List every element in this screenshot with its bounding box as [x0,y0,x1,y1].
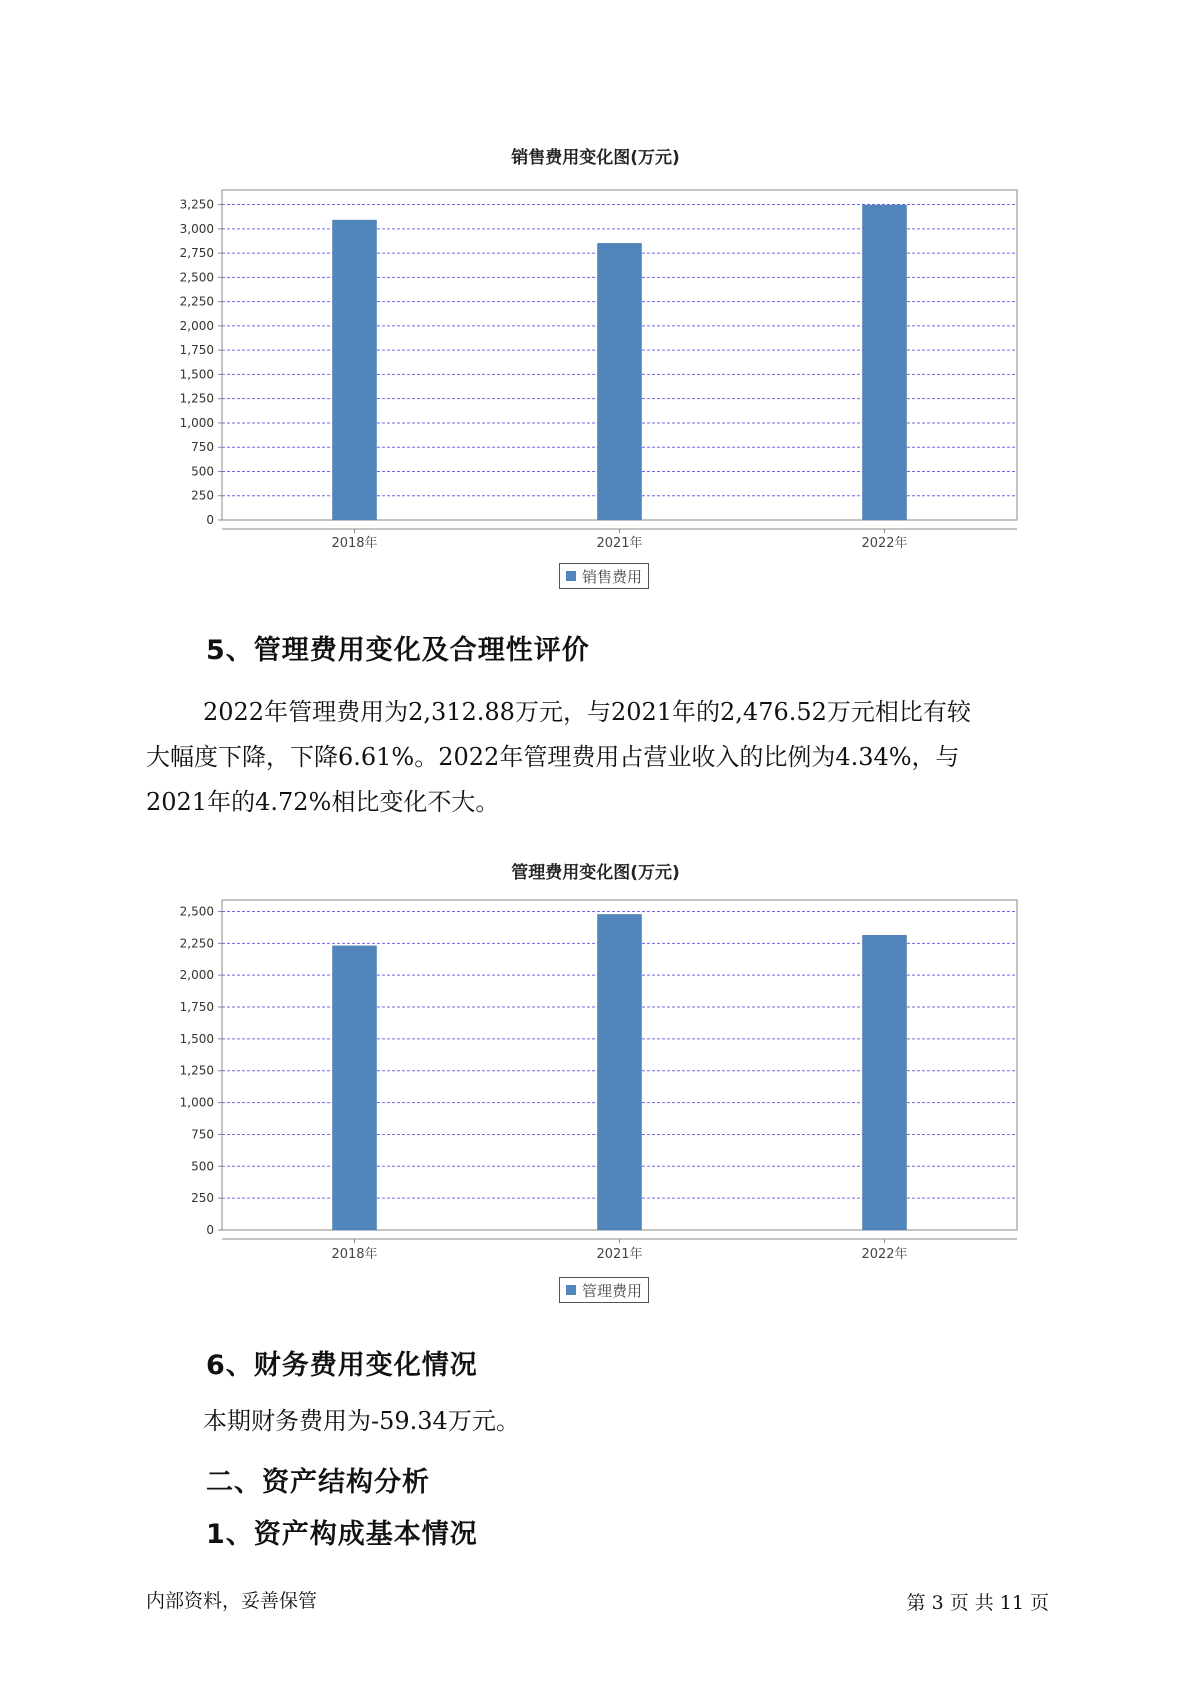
y-tick-label: 2,250 [179,294,214,309]
y-tick-label: 1,750 [179,1000,214,1015]
chart1-sales-expense [0,180,1191,551]
y-tick-label: 2,000 [179,968,214,983]
chart2-legend-label: 管理费用 [582,1281,643,1300]
y-tick-label: 250 [191,1191,214,1206]
y-tick-label: 1,750 [179,343,214,358]
x-tick-label: 2021年 [596,1247,643,1262]
y-tick-label: 1,000 [179,415,214,430]
y-tick-label: 2,500 [179,904,214,919]
y-tick-label: 250 [191,488,214,503]
chart1-legend-label: 销售费用 [582,567,643,586]
y-tick-label: 3,000 [179,221,214,236]
bar [863,205,907,520]
section5-para-line2: 大幅度下降，下降6.61%。2022年管理费用占营业收入的比例为4.34%，与 [146,743,960,771]
section5-para-line3: 2021年的4.72%相比变化不大。 [146,788,500,816]
y-tick-label: 0 [206,1223,214,1237]
x-tick-label: 2021年 [596,536,643,551]
section5-heading: 5、管理费用变化及合理性评价 [206,635,590,666]
y-tick-label: 1,000 [179,1095,214,1110]
footer-confidential-note: 内部资料，妥善保管 [146,1590,318,1612]
y-tick-label: 2,500 [179,270,214,285]
y-tick-label: 750 [191,1127,214,1142]
x-tick-label: 2018年 [331,536,378,551]
y-tick-label: 1,500 [179,367,214,382]
legend-swatch-icon [566,571,576,581]
x-tick-label: 2022年 [861,1247,908,1262]
bar [598,914,642,1230]
section6-heading: 6、财务费用变化情况 [206,1350,478,1381]
y-tick-label: 1,500 [179,1031,214,1046]
y-tick-label: 1,250 [179,1063,214,1078]
y-tick-label: 2,000 [179,318,214,333]
chart2-admin-expense [0,890,1191,1262]
chart2-legend [559,1277,649,1303]
section6-para: 本期财务费用为-59.34万元。 [203,1407,520,1435]
y-tick-label: 500 [191,464,214,479]
chart1-title: 销售费用变化图(万元) [511,148,680,168]
bar [863,935,907,1230]
bar [333,220,377,520]
x-tick-label: 2018年 [331,1247,378,1262]
y-tick-label: 500 [191,1159,214,1174]
y-tick-label: 750 [191,440,214,455]
y-tick-label: 3,250 [179,197,214,212]
chart1-legend [559,563,649,589]
bar [333,946,377,1230]
legend-swatch-icon [566,1285,576,1295]
y-tick-label: 0 [206,513,214,527]
y-tick-label: 2,250 [179,936,214,951]
chart2-title: 管理费用变化图(万元) [511,863,680,883]
x-tick-label: 2022年 [861,536,908,551]
assets-heading: 二、资产结构分析 [206,1467,430,1498]
section5-para-line1: 2022年管理费用为2,312.88万元，与2021年的2,476.52万元相比有较 [203,698,971,726]
footer-page-number: 第 3 页 共 11 页 [906,1592,1049,1614]
y-tick-label: 1,250 [179,391,214,406]
bar [598,243,642,520]
assets-subheading: 1、资产构成基本情况 [206,1519,478,1550]
y-tick-label: 2,750 [179,246,214,261]
